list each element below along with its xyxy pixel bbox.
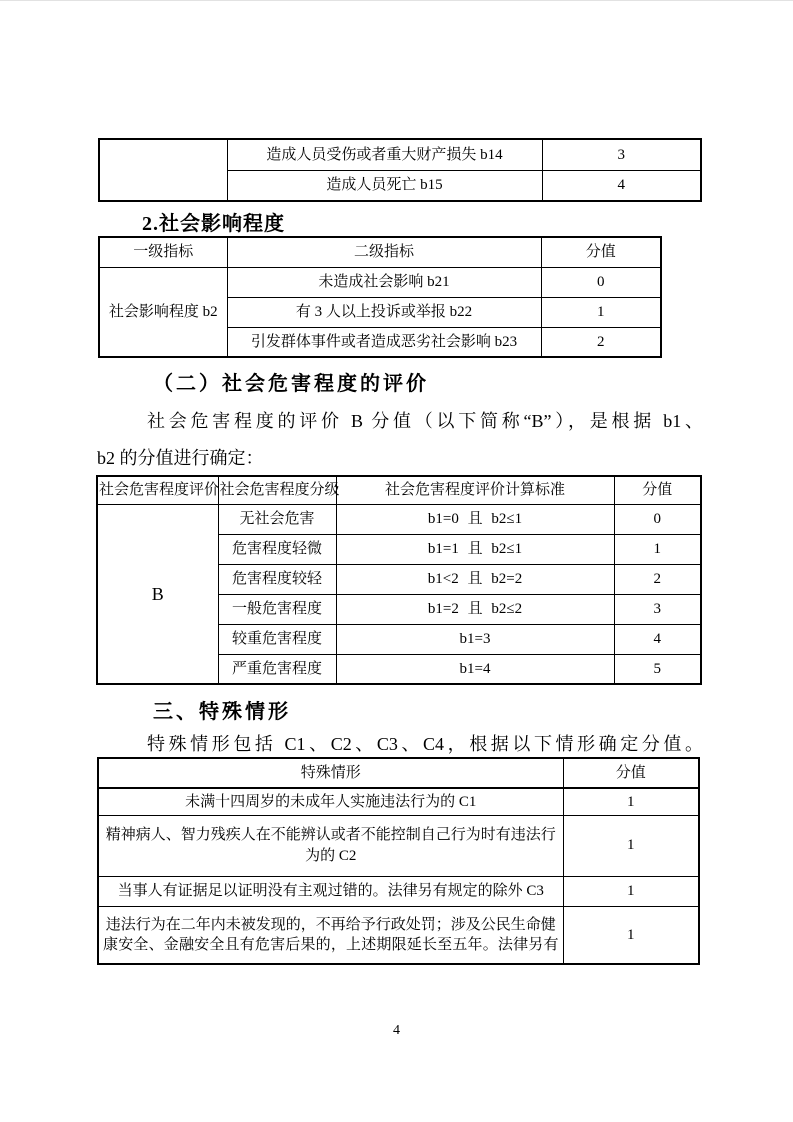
header-cell: 一级指标	[99, 237, 227, 267]
grade-cell: 危害程度轻微	[218, 534, 336, 564]
table-prev-continued	[98, 138, 702, 202]
merged-group-cell: 社会影响程度 b2	[99, 267, 227, 357]
case-cell: 精神病人、智力残疾人在不能辨认或者不能控制自己行为时有违法行为的 C2	[98, 815, 563, 876]
indicator-cell: 有 3 人以上投诉或举报 b22	[227, 297, 541, 327]
table-row	[99, 267, 661, 297]
heading-social-impact: 2.社会影响程度	[142, 213, 285, 235]
indicator-cell: 造成人员受伤或者重大财产损失 b14	[227, 139, 542, 170]
header-cell: 分值	[614, 476, 701, 504]
score-cell: 2	[541, 327, 661, 357]
merged-group-cell: B	[97, 504, 218, 684]
indicator-cell: 未造成社会影响 b21	[227, 267, 541, 297]
table-header-row	[98, 758, 699, 788]
score-cell: 2	[614, 564, 701, 594]
table-row	[99, 139, 701, 170]
criteria-cell: b1=4	[336, 654, 614, 684]
score-cell: 1	[563, 815, 699, 876]
paragraph-harm-evaluation	[97, 403, 703, 477]
merged-group-cell-empty	[99, 139, 227, 201]
header-cell: 社会危害程度评价	[97, 476, 218, 504]
table-header-row	[99, 237, 661, 267]
table-row	[98, 815, 699, 876]
heading-harm-evaluation: （二）社会危害程度的评价	[153, 373, 429, 395]
paragraph-line: 社会危害程度的评价 B 分值（以下简称“B”），是根据 b1、	[147, 411, 703, 431]
criteria-cell: b1<2 且 b2=2	[336, 564, 614, 594]
page-number: 4	[393, 1023, 400, 1038]
score-cell: 4	[542, 170, 701, 201]
score-cell: 3	[614, 594, 701, 624]
header-cell: 分值	[541, 237, 661, 267]
case-cell: 未满十四周岁的未成年人实施违法行为的 C1	[98, 788, 563, 815]
header-cell: 分值	[563, 758, 699, 788]
table-header-row	[97, 476, 701, 504]
heading-special-cases: 三、特殊情形	[153, 701, 291, 723]
header-cell: 社会危害程度评价计算标准	[336, 476, 614, 504]
table-social-impact	[98, 236, 662, 358]
indicator-cell: 造成人员死亡 b15	[227, 170, 542, 201]
header-cell: 特殊情形	[98, 758, 563, 788]
grade-cell: 危害程度较轻	[218, 564, 336, 594]
table-row	[98, 788, 699, 815]
table-row	[98, 906, 699, 964]
score-cell: 1	[563, 906, 699, 964]
header-cell: 二级指标	[227, 237, 541, 267]
grade-cell: 一般危害程度	[218, 594, 336, 624]
header-cell: 社会危害程度分级	[218, 476, 336, 504]
score-cell: 1	[563, 876, 699, 906]
score-cell: 1	[541, 297, 661, 327]
case-cell: 违法行为在二年内未被发现的，不再给予行政处罚；涉及公民生命健康安全、金融安全且有危害后果的，上述期限延长至五年。法律另有	[98, 906, 563, 964]
paragraph-line: b2 的分值进行确定：	[97, 448, 264, 468]
table-harm-evaluation	[96, 475, 702, 685]
case-cell: 当事人有证据足以证明没有主观过错的。法律另有规定的除外 C3	[98, 876, 563, 906]
score-cell: 1	[614, 534, 701, 564]
criteria-cell: b1=2 且 b2≤2	[336, 594, 614, 624]
score-cell: 0	[541, 267, 661, 297]
score-cell: 5	[614, 654, 701, 684]
criteria-cell: b1=0 且 b2≤1	[336, 504, 614, 534]
score-cell: 4	[614, 624, 701, 654]
paragraph-special-cases: 特殊情形包括 C1、C2、C3、C4，根据以下情形确定分值。	[147, 734, 703, 754]
grade-cell: 较重危害程度	[218, 624, 336, 654]
score-cell: 3	[542, 139, 701, 170]
score-cell: 0	[614, 504, 701, 534]
criteria-cell: b1=1 且 b2≤1	[336, 534, 614, 564]
table-special-cases	[97, 757, 700, 965]
indicator-cell: 引发群体事件或者造成恶劣社会影响 b23	[227, 327, 541, 357]
criteria-cell: b1=3	[336, 624, 614, 654]
table-row	[98, 876, 699, 906]
score-cell: 1	[563, 788, 699, 815]
grade-cell: 无社会危害	[218, 504, 336, 534]
grade-cell: 严重危害程度	[218, 654, 336, 684]
table-row	[97, 504, 701, 534]
